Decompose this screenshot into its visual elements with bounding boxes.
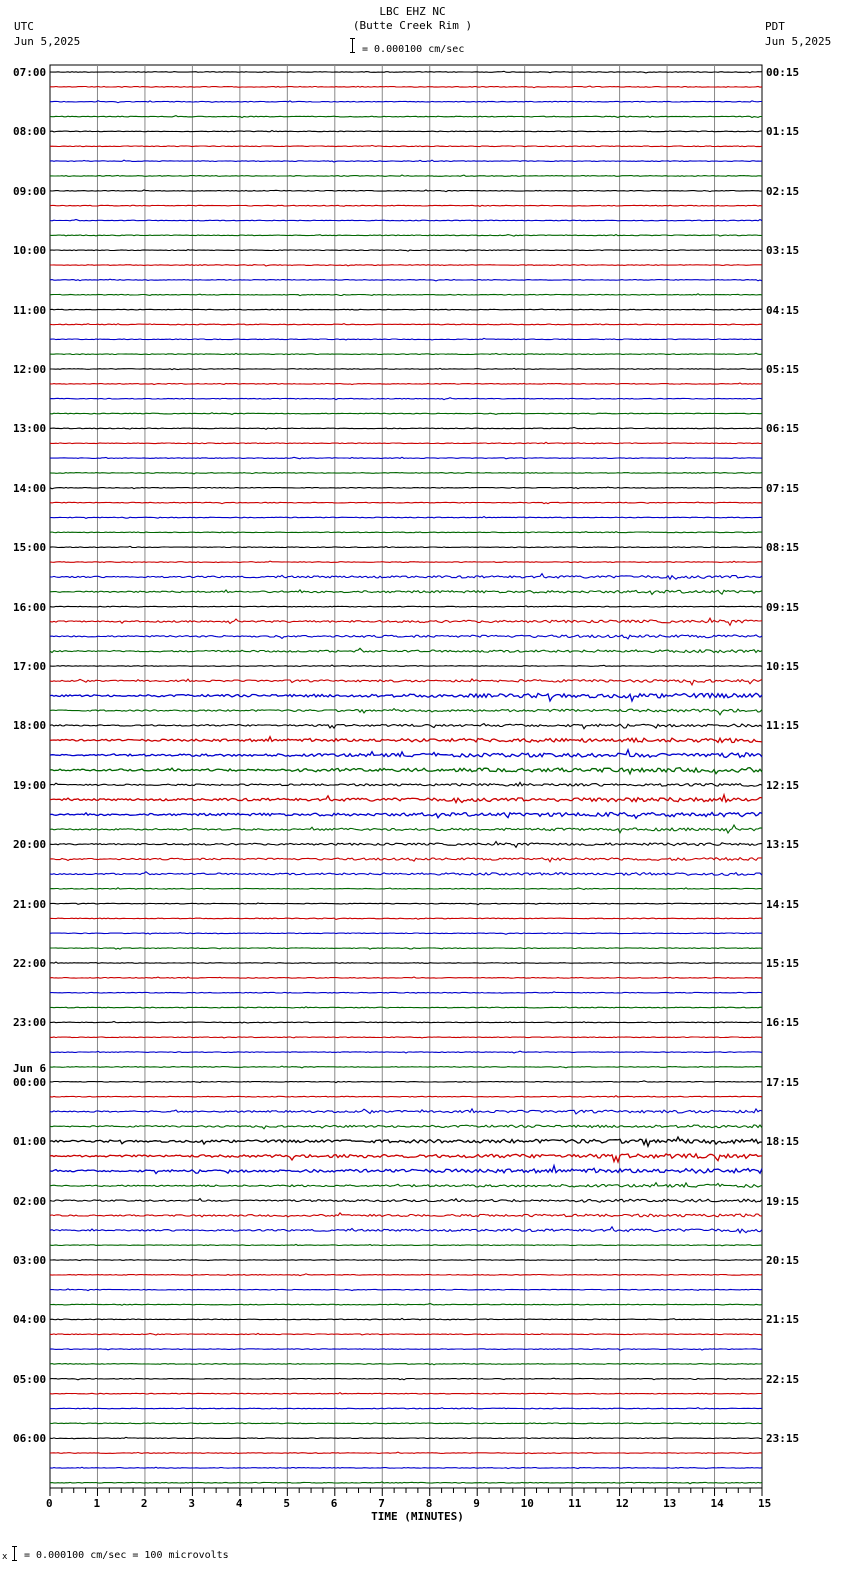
trace-row-71 xyxy=(50,1125,762,1129)
trace-row-72 xyxy=(50,1137,762,1146)
left-hour-label: 04:00 xyxy=(13,1313,47,1327)
x-tick-label-4: 4 xyxy=(235,1497,243,1510)
trace-row-64 xyxy=(50,1022,762,1024)
right-hour-label: 12:15 xyxy=(766,778,800,792)
trace-row-53 xyxy=(50,858,762,862)
trace-row-92 xyxy=(50,1437,762,1439)
trace-row-46 xyxy=(50,750,762,758)
left-hour-label: 22:00 xyxy=(13,957,47,970)
left-hour-label: 11:00 xyxy=(13,303,47,317)
scale-text: = 0.000100 cm/sec xyxy=(362,44,465,55)
trace-row-30 xyxy=(50,517,762,519)
trace-row-37 xyxy=(50,618,762,625)
trace-row-65 xyxy=(50,1037,762,1038)
trace-row-49 xyxy=(50,795,762,803)
right-hour-label: 14:15 xyxy=(766,897,800,911)
x-tick-label-10: 10 xyxy=(520,1497,534,1510)
left-hour-label: 06:00 xyxy=(13,1432,47,1446)
trace-row-14 xyxy=(50,279,762,281)
trace-row-90 xyxy=(50,1408,762,1409)
x-tick-label-7: 7 xyxy=(378,1497,385,1510)
station-title: LBC EHZ NC xyxy=(379,5,446,18)
trace-row-20 xyxy=(50,368,762,369)
right-hour-label: 08:15 xyxy=(766,541,800,555)
trace-row-23 xyxy=(50,413,762,415)
trace-row-7 xyxy=(50,175,762,176)
right-hour-label: 02:15 xyxy=(766,184,800,198)
trace-row-4 xyxy=(50,131,762,132)
left-hour-label: 20:00 xyxy=(13,838,47,852)
left-date: Jun 5,2025 xyxy=(14,35,81,48)
right-hour-label: 17:15 xyxy=(766,1075,800,1089)
trace-row-78 xyxy=(50,1227,762,1233)
left-hour-label: 05:00 xyxy=(13,1372,47,1386)
right-hour-label: 22:15 xyxy=(766,1372,800,1386)
trace-row-93 xyxy=(50,1452,762,1454)
left-hour-label: 14:00 xyxy=(13,481,47,495)
trace-row-77 xyxy=(50,1213,762,1217)
trace-row-33 xyxy=(50,561,762,563)
left-hour-label: 02:00 xyxy=(13,1194,47,1208)
trace-row-57 xyxy=(50,918,762,919)
left-hour-label: 03:00 xyxy=(13,1254,47,1267)
trace-row-54 xyxy=(50,872,762,876)
left-hour-label: 17:00 xyxy=(13,660,47,673)
trace-row-32 xyxy=(50,546,762,547)
trace-row-89 xyxy=(50,1393,762,1394)
right-hour-label: 18:15 xyxy=(766,1135,800,1149)
right-hour-label: 03:15 xyxy=(766,244,800,258)
trace-row-48 xyxy=(50,782,762,786)
trace-row-59 xyxy=(50,948,762,950)
trace-row-10 xyxy=(50,220,762,222)
date-change-label: Jun 6 xyxy=(13,1061,47,1075)
trace-row-35 xyxy=(50,590,762,595)
right-hour-label: 00:15 xyxy=(766,66,800,79)
left-hour-label: 21:00 xyxy=(13,897,47,911)
trace-row-67 xyxy=(50,1066,762,1068)
footer-scale-text: = 0.000100 cm/sec = 100 microvolts xyxy=(24,1550,229,1561)
x-tick-label-8: 8 xyxy=(425,1497,433,1510)
trace-row-56 xyxy=(50,903,762,905)
trace-row-50 xyxy=(50,813,762,819)
trace-row-45 xyxy=(50,737,762,743)
left-hour-label: 12:00 xyxy=(13,363,47,376)
x-tick-label-0: 0 xyxy=(46,1497,53,1510)
right-hour-label: 23:15 xyxy=(766,1432,800,1446)
trace-row-52 xyxy=(50,842,762,848)
x-tick-label-5: 5 xyxy=(283,1497,290,1510)
left-hour-label: 09:00 xyxy=(13,184,47,198)
trace-row-86 xyxy=(50,1349,762,1350)
trace-row-81 xyxy=(50,1274,762,1276)
trace-row-44 xyxy=(50,724,762,729)
trace-row-76 xyxy=(50,1199,762,1203)
left-hour-label: 15:00 xyxy=(13,541,47,555)
trace-row-18 xyxy=(50,338,762,340)
right-hour-label: 06:15 xyxy=(766,422,800,436)
left-hour-label: 23:00 xyxy=(13,1016,47,1030)
footer-scale-cap-bottom xyxy=(12,1560,17,1561)
trace-row-12 xyxy=(50,250,762,252)
right-hour-label: 15:15 xyxy=(766,957,800,970)
trace-row-41 xyxy=(50,679,762,685)
trace-row-73 xyxy=(50,1154,762,1162)
trace-row-58 xyxy=(50,933,762,935)
left-timezone: UTC xyxy=(14,20,34,33)
trace-row-9 xyxy=(50,205,762,206)
trace-row-16 xyxy=(50,309,762,310)
left-hour-label: 13:00 xyxy=(13,422,47,436)
right-hour-label: 01:15 xyxy=(766,125,800,139)
right-hour-label: 16:15 xyxy=(766,1016,800,1030)
trace-row-8 xyxy=(50,190,762,192)
trace-row-66 xyxy=(50,1051,762,1053)
trace-row-61 xyxy=(50,977,762,978)
right-date: Jun 5,2025 xyxy=(765,35,832,48)
trace-row-75 xyxy=(50,1183,762,1188)
trace-row-91 xyxy=(50,1423,762,1424)
trace-row-63 xyxy=(50,1007,762,1008)
footer-scale-cap-top xyxy=(12,1546,17,1547)
trace-row-0 xyxy=(50,71,762,73)
trace-row-47 xyxy=(50,768,762,774)
x-tick-label-11: 11 xyxy=(568,1497,582,1510)
trace-row-79 xyxy=(50,1244,762,1245)
right-hour-label: 19:15 xyxy=(766,1194,800,1208)
trace-row-28 xyxy=(50,487,762,489)
right-hour-label: 20:15 xyxy=(766,1254,800,1267)
trace-row-29 xyxy=(50,502,762,504)
trace-row-3 xyxy=(50,116,762,118)
trace-row-84 xyxy=(50,1318,762,1320)
right-timezone: PDT xyxy=(765,20,785,33)
trace-row-42 xyxy=(50,693,762,701)
trace-row-68 xyxy=(50,1081,762,1083)
trace-row-43 xyxy=(50,709,762,715)
right-hour-label: 05:15 xyxy=(766,363,800,376)
trace-row-27 xyxy=(50,473,762,474)
trace-row-13 xyxy=(50,265,762,266)
x-tick-label-6: 6 xyxy=(330,1497,338,1510)
trace-row-15 xyxy=(50,294,762,296)
trace-row-95 xyxy=(50,1482,762,1484)
left-hour-label: 01:00 xyxy=(13,1135,47,1149)
trace-row-24 xyxy=(50,427,762,429)
x-tick-label-15: 15 xyxy=(758,1497,772,1510)
left-hour-label: 16:00 xyxy=(13,600,47,614)
trace-row-26 xyxy=(50,457,762,459)
trace-row-1 xyxy=(50,86,762,88)
left-hour-label: 19:00 xyxy=(13,778,47,792)
right-hour-label: 10:15 xyxy=(766,660,800,673)
left-hour-label: 18:00 xyxy=(13,719,47,733)
left-hour-label: 08:00 xyxy=(13,125,47,139)
trace-row-5 xyxy=(50,145,762,146)
right-hour-label: 11:15 xyxy=(766,719,800,733)
right-hour-label: 04:15 xyxy=(766,303,800,317)
right-hour-label: 13:15 xyxy=(766,838,800,852)
trace-row-51 xyxy=(50,825,762,833)
right-hour-label: 21:15 xyxy=(766,1313,800,1327)
trace-row-25 xyxy=(50,442,762,444)
trace-row-19 xyxy=(50,353,762,354)
x-tick-label-14: 14 xyxy=(710,1497,724,1510)
station-location: (Butte Creek Rim ) xyxy=(352,19,473,32)
footer-marker: x xyxy=(2,1552,8,1562)
right-hour-label: 09:15 xyxy=(766,600,800,614)
trace-row-60 xyxy=(50,962,762,963)
trace-row-39 xyxy=(50,648,762,652)
left-hour-label: 00:00 xyxy=(13,1075,47,1089)
trace-row-62 xyxy=(50,992,762,994)
x-tick-label-12: 12 xyxy=(615,1497,629,1510)
trace-row-31 xyxy=(50,532,762,533)
trace-row-83 xyxy=(50,1304,762,1306)
left-hour-label: 07:00 xyxy=(13,66,47,79)
x-tick-label-3: 3 xyxy=(188,1497,196,1510)
right-hour-label: 07:15 xyxy=(766,481,800,495)
x-axis-label: TIME (MINUTES) xyxy=(371,1510,464,1523)
trace-row-55 xyxy=(50,888,762,890)
trace-row-88 xyxy=(50,1378,762,1380)
trace-row-2 xyxy=(50,101,762,103)
trace-row-21 xyxy=(50,383,762,385)
trace-row-36 xyxy=(50,606,762,607)
x-tick-label-13: 13 xyxy=(663,1497,677,1510)
trace-row-6 xyxy=(50,160,762,162)
x-tick-label-2: 2 xyxy=(140,1497,148,1510)
trace-row-22 xyxy=(50,398,762,400)
left-hour-label: 10:00 xyxy=(13,244,47,258)
trace-row-40 xyxy=(50,665,762,667)
footer-scale-bar-icon xyxy=(14,1546,15,1561)
trace-row-74 xyxy=(50,1166,762,1174)
x-tick-label-9: 9 xyxy=(473,1497,480,1510)
trace-row-80 xyxy=(50,1259,762,1260)
trace-row-87 xyxy=(50,1363,762,1365)
trace-row-69 xyxy=(50,1096,762,1098)
trace-row-85 xyxy=(50,1333,762,1335)
trace-row-82 xyxy=(50,1289,762,1291)
trace-row-70 xyxy=(50,1109,762,1114)
trace-row-34 xyxy=(50,574,762,580)
x-tick-label-1: 1 xyxy=(93,1497,101,1510)
trace-row-38 xyxy=(50,635,762,639)
trace-row-94 xyxy=(50,1467,762,1468)
trace-row-11 xyxy=(50,235,762,237)
trace-row-17 xyxy=(50,324,762,325)
